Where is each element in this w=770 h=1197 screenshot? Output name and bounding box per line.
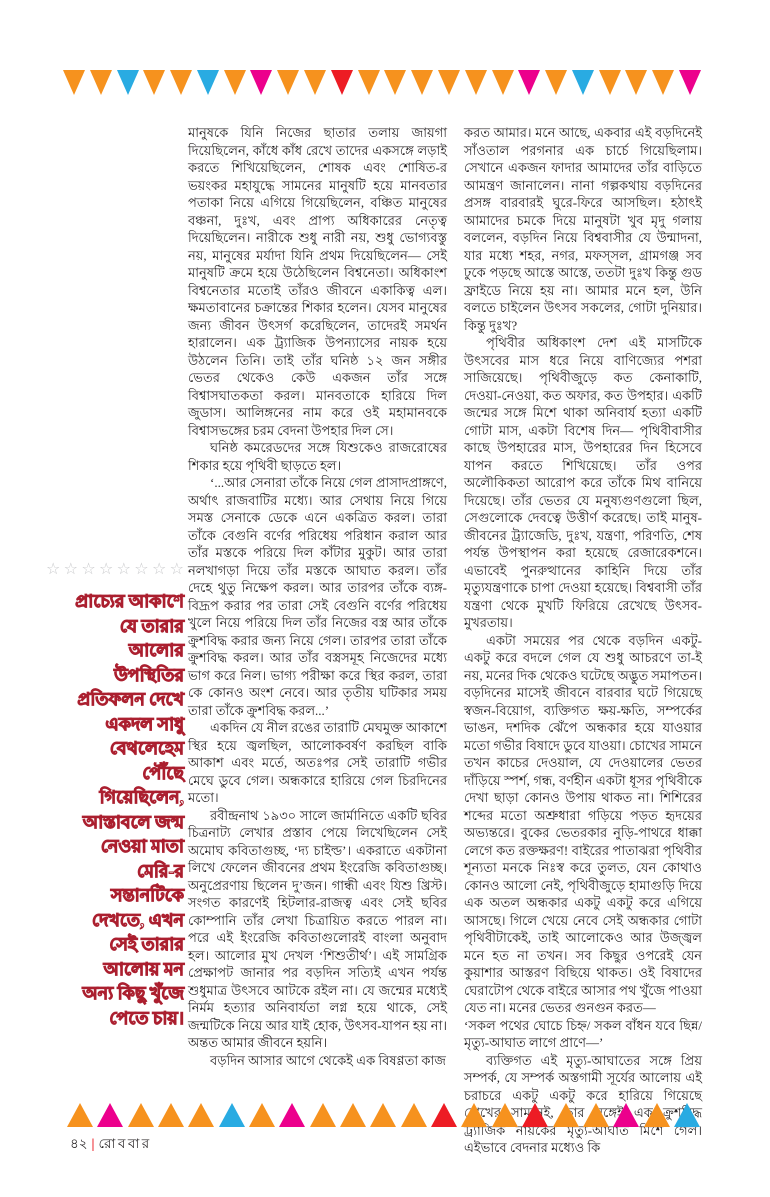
pull-quote-line: আলোর [128, 640, 184, 660]
pull-quote-line: যে তারার [119, 615, 184, 636]
triangle-orange [411, 70, 433, 95]
triangle-cyan [117, 70, 139, 95]
triangle-red [331, 70, 353, 95]
footer-separator: | [91, 1136, 95, 1151]
top-triangle-border [63, 70, 701, 95]
pull-quote-line: উপস্থিতির [114, 664, 184, 685]
pull-quote-line: গিয়েছিলেন, [99, 787, 184, 807]
triangle-orange [438, 70, 460, 95]
paragraph: রবীন্দ্রনাথ ১৯৩০ সালে জার্মানিতে একটি ছবির চিত্রনাট্য লেখার প্রস্তাব পেয়ে লিখেছিলেন সেই অমোঘ কবিতাগুচ্ছ, ‘দ্য চাইল্ড’। একরাতে একটানা লিখে ফেলেন জীবনের প্রথম ইংরেজি কবিতাগুচ্ছ। অনুপ্রেরণায় ছিলেন দু’জন। গান্ধী এবং যিশু খ্রিস্ট। সংগত কারণেই হিটলার-রাজত্ব এবং সেই ছবির কোম্পানি তাঁর লেখা চিত্রায়িত করতে পারল না। পরে এই ইংরেজি কবিতাগুলোরই বাংলা অনুবাদ হল। আলোর মুখ দেখল ‘শিশুতীর্থ’। এই সামগ্রিক প্রেক্ষাপট জানার পর বড়দিন সত্যিই এখন পর্যন্ত শুধুমাত্র উৎসবে আটকে রইল না। যে জন্মের মধ্যেই নির্মম হত্যার অনিবার্যতা লগ্ন হয়ে থাকে, সেই জন্মটিকে নিয়ে আর যাই হোক, উৎসব-যাপন হয় না। অন্তত আমার জীবনে হয়নি। [188, 807, 447, 1050]
pull-quote-line: মেরি-র [137, 860, 184, 881]
triangle-magenta [279, 1103, 305, 1127]
triangle-orange [340, 1103, 366, 1127]
triangle-orange [170, 70, 192, 95]
triangle-orange [465, 70, 487, 95]
triangle-orange [625, 70, 647, 95]
star-icon: ☆ [134, 559, 149, 578]
triangle-cyan [197, 70, 219, 95]
star-icon: ☆ [169, 559, 184, 578]
triangle-orange [158, 1103, 184, 1127]
paragraph: ঘনিষ্ঠ কমরেডদের সঙ্গে যিশুকেও রাজরোষের শিকার হয়ে পৃথিবী ছাড়তে হল। [188, 440, 447, 473]
paragraph: ব্যক্তিগত এই মৃত্যু-আঘাতের সঙ্গে প্রিয় সম্পর্ক, যে সম্পর্ক অস্তগামী সূর্যের আলোয় এই চরাচরে একটু একটু করে হারিয়ে গিয়েছে চোখের সামনেই, তার সঙ্গেই এক ক্রুশবিদ্ধ ট্র্যাজিক নায়কের মৃত্যু-আঘাত মিশে গেল। এইভাবে বেদনার মধ্যেও কি [464, 1052, 702, 1155]
triangle-orange [401, 1103, 427, 1127]
triangle-orange [128, 1103, 154, 1127]
triangle-orange [492, 70, 514, 95]
triangle-orange [277, 70, 299, 95]
triangle-red [431, 1103, 457, 1127]
triangle-orange [67, 1103, 93, 1127]
paragraph: ‘সকল পথের ঘোচে চিহ্ন/ সকল বাঁধন যবে ছিন্ন/ মৃত্যু-আঘাত লাগে প্রাণে—’ [464, 1017, 702, 1050]
paragraph: বড়দিন আসার আগে থেকেই এক বিষণ্ণতা কাজ [210, 1052, 446, 1068]
triangle-cyan [572, 70, 594, 95]
triangle-orange [545, 70, 567, 95]
triangle-orange [90, 70, 112, 95]
paragraph: মানুষকে যিনি নিজের ছাতার তলায় জায়গা দিয়েছিলেন, কাঁধে কাঁধ রেখে তাদের একসঙ্গে লড়াই করতে শিখিয়েছিলেন, শোষক এবং শোষিত-র ভয়ংকর মহাযুদ্ধে সামনের মানুষটি হয়ে মানবতার পতাকা নিয়ে এগিয়ে গিয়েছিলেন, বঞ্চিত মানুষের বঞ্চনা, দুঃখ, এবং প্রাপ্য অধিকারের নেতৃত্ব দিয়েছিলেন। নারীকে শুধু নারী নয়, শুধু ভোগ্যবস্তু নয়, মানুষের মর্যাদা যিনি প্রথম দিয়েছিলেন— সেই মানুষটি ক্রমে হয়ে উঠেছিলেন বিশ্বনেতা। অধিকাংশ বিশ্বনেতার মতোই তাঁরও জীবনে একাকিত্ব এল। ক্ষমতাবানের চক্রান্তের শিকার হলেন। যেসব মানুষের জন্য জীবন উৎসর্গ করেছিলেন, তাদেরই সমর্থন হারালেন। এক ট্র্যাজিক উপন্যাসের নায়ক হয়ে উঠলেন তিনি। তাই তাঁর ঘনিষ্ঠ ১২ জন সঙ্গীর ভেতর থেকেও কেউ একজন তাঁর সঙ্গে বিশ্বাসঘাতকতা করল। মানবতাকে হারিয়ে দিল জুডাস। আলিঙ্গনের নাম করে ওই মহামানবকে বিশ্বাসভঙ্গের চরম বেদনা উপহার দিল সে। [188, 125, 447, 438]
triangle-orange [358, 70, 380, 95]
paragraph: পৃথিবীর অধিকাংশ দেশ এই মাসটিকে উৎসবের মাস ধরে নিয়ে বাণিজ্যের পশরা সাজিয়েছে। পৃথিবীজুড়ে কত কেনাকাটি, দেওয়া-নেওয়া, কত অফার, কত উপহার। একটি জন্মের সঙ্গে মিশে থাকা অনিবার্য হত্যা একটি গোটা মাস, একটা বিশেষ দিন— পৃথিবীবাসীর কাছে উপহারের মাস, উপহারের দিন হিসেবে যাপন করতে শিখিয়েছে। তাঁর ওপর অলৌকিকতা আরোপ করে তাঁকে মিথ বানিয়ে দিয়েছে। তাঁর ভেতর যে মনুষ্যগুণগুলো ছিল, সেগুলোকে দেবত্বে উত্তীর্ণ করেছে। তাই মানুষ-জীবনের ট্র্যাজেডি, দুঃখ, যন্ত্রণা, পরিণতি, শেষ পর্যন্ত উপস্থাপন করা হয়েছে রেজারেকশনে। এভাবেই পুনরুত্থানের কাহিনি দিয়ে তাঁর মৃত্যুযন্ত্রণাকে চাপা দেওয়া হয়েছে। বিশ্ববাসী তাঁর যন্ত্রণা থেকে মুখটি ফিরিয়ে রেখেছে উৎসব-মুখরতায়। [464, 335, 702, 630]
article-column-left [188, 124, 447, 1069]
triangle-orange [188, 1103, 214, 1127]
triangle-magenta [518, 70, 540, 95]
triangle-orange [599, 70, 621, 95]
triangle-orange [310, 1103, 336, 1127]
pull-quote-line: প্রতিফলন দেখে [77, 689, 184, 709]
paragraph: করত আমার। মনে আছে, একবার এই বড়দিনেই সাঁওতাল পরগনার এক চার্চে গিয়েছিলাম। সেখানে একজন ফাদার আমাদের তাঁর বাড়িতে আমন্ত্রণ জানালেন। নানা গল্পকথায় বড়দিনের প্রসঙ্গ বারবারই ঘুরে-ফিরে আসছিল। হঠাৎই আমাদের চমকে দিয়ে মানুষটা খুব মৃদু গলায় বললেন, বড়দিন নিয়ে বিশ্ববাসীর যে উন্মাদনা, যার মধ্যে শহর, নগর, মফস্সল, গ্রামগঞ্জ সব ঢুকে পড়ছে আস্তে আস্তে, ততটা দুঃখ কিন্তু গুড ফ্রাইডে নিয়ে হয় না। আমার মনে হল, উনি বলতে চাইলেন উৎসব সকলের, গোটা দুনিয়ার। কিন্তু দুঃখ? [464, 125, 702, 333]
triangle-orange [63, 70, 85, 95]
triangle-orange [644, 1103, 670, 1127]
pull-quote-text [46, 589, 184, 1030]
article-column-right [464, 124, 702, 1157]
page-number: ৪২ [70, 1136, 88, 1151]
star-row [46, 561, 184, 577]
triangle-cyan [219, 1103, 245, 1127]
triangle-orange [249, 1103, 275, 1127]
triangle-magenta [250, 70, 272, 95]
triangle-orange [304, 70, 326, 95]
paragraph: একদিন যে নীল রঙের তারাটি মেঘমুক্ত আকাশে স্থির হয়ে জ্বলছিল, আলোকবর্ষণ করছিল বাকি আকাশ এবং মর্তে, অতঃপর সেই তারাটি গভীর মেঘে ডুবে গেল। অন্ধকারে হারিয়ে গেল চিরদিনের মতো। [188, 720, 447, 805]
pull-quote-line: আস্তাবলে জন্ম [82, 811, 184, 832]
triangle-orange [553, 1103, 579, 1127]
triangle-magenta [97, 1103, 123, 1127]
star-icon: ☆ [151, 559, 167, 578]
triangle-magenta [613, 1103, 639, 1127]
pull-quote-line: সেই তারার [109, 934, 184, 954]
star-icon: ☆ [63, 559, 78, 578]
magazine-name: রোববার [98, 1136, 152, 1151]
triangle-orange [384, 70, 406, 95]
pull-quote-line: আলোয় মন [103, 958, 184, 979]
triangle-cyan [674, 1103, 700, 1127]
pull-quote-line: একদল সাধু [105, 713, 184, 734]
triangle-magenta [679, 70, 701, 95]
page-footer [70, 1136, 152, 1152]
triangle-red [522, 1103, 548, 1127]
pull-quote-line: প্রাচ্যের আকাশে [75, 591, 184, 611]
triangle-orange [461, 1103, 487, 1127]
pull-quote [46, 561, 184, 1030]
triangle-orange [143, 70, 165, 95]
pull-quote-line: পেতে চায়। [109, 1007, 184, 1028]
bottom-triangle-border [67, 1103, 700, 1127]
star-icon: ☆ [81, 559, 96, 578]
triangle-orange [370, 1103, 396, 1127]
paragraph: একটা সময়ের পর থেকে বড়দিন একটু-একটু করে বদলে গেল যে শুধু আচরণে তা-ই নয়, মনের দিক থেকেও ঘটেছে অদ্ভুত সমাপতন। বড়দিনের মাসেই জীবনে বারবার ঘটে গিয়েছে স্বজন-বিয়োগ, ব্যক্তিগত ক্ষয়-ক্ষতি, সম্পর্কের ভাঙন, দশদিক ঝেঁপে অন্ধকার হয়ে যাওয়ার মতো গভীর বিষাদে ডুবে যাওয়া। চোখের সামনে তখন কাচের দেওয়াল, যে দেওয়ালের ভেতর দাঁড়িয়ে স্পর্শ, গন্ধ, বর্ণহীন একটা ধূসর পৃথিবীকে দেখা ছাড়া কোনও উপায় থাকত না। শিশিরের শব্দের মতো অশ্রুধারা গড়িয়ে পড়ত হৃদয়ের অভ্যন্তরে। বুকের ভেতরকার নুড়ি-পাথরে ধাক্কা লেগে কত রক্তক্ষরণ! বাইরের পাতাঝরা পৃথিবীর শূন্যতা মনকে নিঃস্ব করে তুলত, যেন কোথাও কোনও আলো নেই, পৃথিবীজুড়ে হামাগুড়ি দিয়ে এক অতল অন্ধকার একটু একটু করে এগিয়ে আসছে। গিলে খেয়ে নেবে সেই অন্ধকার গোটা পৃথিবীটাকেই, তাই আলোকেও আর উজ্জ্বল মনে হত না তখন। সব কিছুর ওপরেই যেন কুয়াশার আস্তরণ বিছিয়ে থাকত। ওই বিষাদের ঘেরাটোপ থেকে বাইরে আসার পথ খুঁজে পাওয়া যেত না। মনের ভেতর গুনগুন করত— [464, 632, 702, 1015]
pull-quote-line: অন্য কিছু খুঁজে [82, 983, 184, 1003]
pull-quote-line: নেওয়া মাতা [100, 836, 184, 856]
pull-quote-line: দেখতে, এখন [92, 909, 184, 930]
triangle-orange [583, 1103, 609, 1127]
star-icon: ☆ [116, 559, 131, 578]
pull-quote-line: বেথলেহেম [109, 738, 184, 758]
triangle-orange [492, 1103, 518, 1127]
pull-quote-line: পৌঁছে [142, 762, 184, 783]
paragraph: ‘...আর সেনারা তাঁকে নিয়ে গেল প্রাসাদপ্রাঙ্গণে, অর্থাৎ রাজবাটির মধ্যে। আর সেথায় নিয়ে গিয়ে সমস্ত সেনাকে ডেকে এনে একত্রিত করল। তারা তাঁকে বেগুনি বর্ণের পরিধেয় পরিধান করাল আর তাঁর মস্তকে পরিয়ে দিল কাঁটার মুকুট। আর তারা নলখাগড়া দিয়ে তাঁর মস্তকে আঘাত করল। তাঁর দেহে থুতু নিক্ষেপ করল। আর তারপর তাঁকে ব্যঙ্গ-বিদ্রূপ করার পর তারা সেই বেগুনি বর্ণের পরিধেয় খুলে নিয়ে পরিয়ে দিল তাঁর নিজের বস্ত্র আর তাঁকে ক্রুশবিদ্ধ করার জন্য নিয়ে গেল। তারপর তারা তাঁকে ক্রুশবিদ্ধ করল। আর তাঁর বস্ত্রসমূহ নিজেদের মধ্যে ভাগ করে নিল। ভাগ্য পরীক্ষা করে স্থির করল, তারা কে কোনও অংশ নেবে। আর তৃতীয় ঘটিকার সময় তারা তাঁকে ক্রুশবিদ্ধ করল...’ [188, 475, 447, 718]
star-icon: ☆ [46, 559, 61, 578]
triangle-orange [224, 70, 246, 95]
star-icon: ☆ [98, 559, 114, 578]
pull-quote-line: সন্তানটিকে [111, 885, 184, 905]
triangle-orange [652, 70, 674, 95]
